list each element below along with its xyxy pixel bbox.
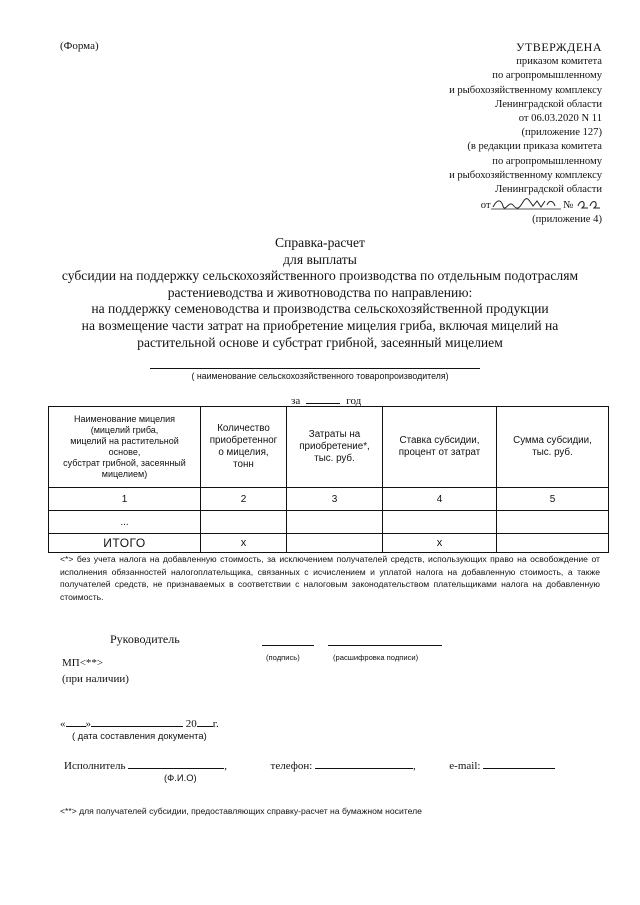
table-cell[interactable] <box>497 511 609 534</box>
month-blank[interactable] <box>91 716 183 727</box>
column-number: 3 <box>287 488 383 511</box>
producer-name-line[interactable] <box>150 368 480 369</box>
footnote-paper: <**> для получателей субсидии, предоставляющих справку-расчет на бумажном носителе <box>60 806 422 816</box>
column-number-row <box>49 488 609 511</box>
stamp-note: (при наличии) <box>62 673 129 685</box>
ellipsis-cell: ... <box>49 511 201 534</box>
title-line: растительной основе и субстрат грибной, засеянный мицелием <box>137 334 503 350</box>
approval-block <box>302 40 602 228</box>
date-close-quote: » <box>85 718 91 730</box>
year-blank[interactable] <box>306 393 340 404</box>
title-line: на возмещение части затрат на приобретение мицелия гриба, включая мицелий на <box>81 317 559 333</box>
signature-line[interactable] <box>262 645 314 646</box>
head-label: Руководитель <box>110 632 180 646</box>
column-number: 1 <box>49 488 201 511</box>
header-quantity <box>201 407 287 488</box>
total-col3[interactable] <box>287 534 383 553</box>
approval-appendix: (приложение 4) <box>532 214 602 226</box>
header-line: процент от затрат <box>398 447 481 458</box>
approval-line: и рыбохозяйственному комплексу <box>449 84 602 96</box>
total-row <box>49 534 609 553</box>
day-blank[interactable] <box>66 716 86 727</box>
header-line: приобретенног <box>209 435 278 446</box>
approval-line: от 06.03.2020 N 11 <box>518 113 602 125</box>
title-line: Справка-расчет <box>275 235 365 250</box>
header-line: основе, <box>108 447 141 457</box>
email-field[interactable] <box>483 758 555 769</box>
approval-line: Ленинградской области <box>495 98 602 110</box>
title-line: растениеводства и животноводства по направлению: <box>167 284 473 300</box>
phone-label: телефон: <box>270 760 313 772</box>
total-col2: x <box>201 534 287 553</box>
approval-line: по агропромышленному <box>492 155 602 167</box>
executor-name-field[interactable] <box>128 758 224 769</box>
header-line: мицелием) <box>101 469 148 479</box>
signature-decode-caption: (расшифровка подписи) <box>333 653 419 662</box>
header-line: тонн <box>233 459 254 470</box>
header-line: мицелий на растительной <box>70 436 179 446</box>
header-line: (мицелий гриба, <box>90 425 159 435</box>
amendment-number-sign: № <box>563 200 574 212</box>
approval-line: и рыбохозяйственному комплексу <box>449 169 602 181</box>
column-number: 5 <box>497 488 609 511</box>
date-caption: ( дата составления документа) <box>72 730 207 741</box>
form-label: (Форма) <box>60 40 99 52</box>
header-line: субстрат грибной, засеянный <box>63 458 186 468</box>
column-number: 4 <box>383 488 497 511</box>
period-prefix: за <box>291 395 301 407</box>
footnote-vat: <*> без учета налога на добавленную стоимость, за исключением получателей средств, использующих право на освобождение от исполнения обязанностей налогоплательщика, связанных с исчислением и уплатой налога на добавленную стоимость, а также получателей средств, не признаваемых в соответствии с налоговым законодательством плательщиками налога на добавленную стоимость. <box>60 554 600 602</box>
table-cell[interactable] <box>201 511 287 534</box>
stamp-label: МП<**> <box>62 657 104 669</box>
total-col5[interactable] <box>497 534 609 553</box>
subsidy-table <box>48 406 609 553</box>
header-mycelium-name <box>49 407 201 488</box>
column-number: 2 <box>201 488 287 511</box>
header-line: Количество <box>217 423 270 434</box>
title-line: для выплаты <box>283 251 357 267</box>
handwritten-date-scribble <box>491 197 561 211</box>
header-line: Затраты на <box>308 429 361 440</box>
executor-caption: (Ф.И.О) <box>164 772 197 783</box>
year-prefix: 20 <box>185 718 197 730</box>
producer-caption: ( наименование сельскохозяйственного товаропроизводителя) <box>191 371 449 381</box>
amendment-prefix: от <box>480 200 491 212</box>
approval-line: (в редакции приказа комитета <box>467 141 602 153</box>
header-line: тыс. руб. <box>314 453 355 464</box>
header-line: Ставка субсидии, <box>399 435 480 446</box>
table-cell[interactable] <box>383 511 497 534</box>
approval-line: по агропромышленному <box>492 70 602 82</box>
table-cell[interactable] <box>287 511 383 534</box>
amendment-line <box>481 197 602 213</box>
header-line: Наименование мицелия <box>73 414 176 424</box>
header-costs <box>287 407 383 488</box>
handwritten-number-scribble <box>576 197 602 211</box>
header-line: Сумма субсидии, <box>513 435 592 446</box>
header-subsidy-sum <box>497 407 609 488</box>
date-row <box>60 716 219 730</box>
date-open-quote: « <box>60 718 66 730</box>
header-line: тыс. руб. <box>532 447 573 458</box>
table-header-row <box>49 407 609 488</box>
title-line: на поддержку семеноводства и производства сельскохозяйственной продукции <box>91 301 549 317</box>
header-line: о мицелия, <box>218 447 269 458</box>
approval-line: (приложение 127) <box>521 127 602 139</box>
phone-field[interactable] <box>315 758 413 769</box>
approval-line: приказом комитета <box>516 56 602 68</box>
period-suffix: год <box>346 395 362 407</box>
executor-label: Исполнитель <box>64 760 126 772</box>
title-line: субсидии на поддержку сельскохозяйственного производства по отдельным подотраслям <box>61 268 579 284</box>
table-row <box>49 511 609 534</box>
document-title <box>0 235 640 351</box>
approval-line: Ленинградской области <box>495 184 602 196</box>
signature-caption: (подпись) <box>266 653 300 662</box>
header-rate <box>383 407 497 488</box>
year-blank-2[interactable] <box>197 716 213 727</box>
period-row <box>291 393 361 407</box>
total-label: ИТОГО <box>49 534 201 553</box>
approval-heading: УТВЕРЖДЕНА <box>515 40 602 54</box>
signature-decode-line[interactable] <box>328 645 442 646</box>
header-line: приобретение*, <box>299 441 370 452</box>
year-suffix: г. <box>212 718 219 730</box>
email-label: e-mail: <box>449 760 481 772</box>
total-col4: x <box>383 534 497 553</box>
executor-row: Исполнитель , телефон: , e-mail: <box>64 758 604 776</box>
